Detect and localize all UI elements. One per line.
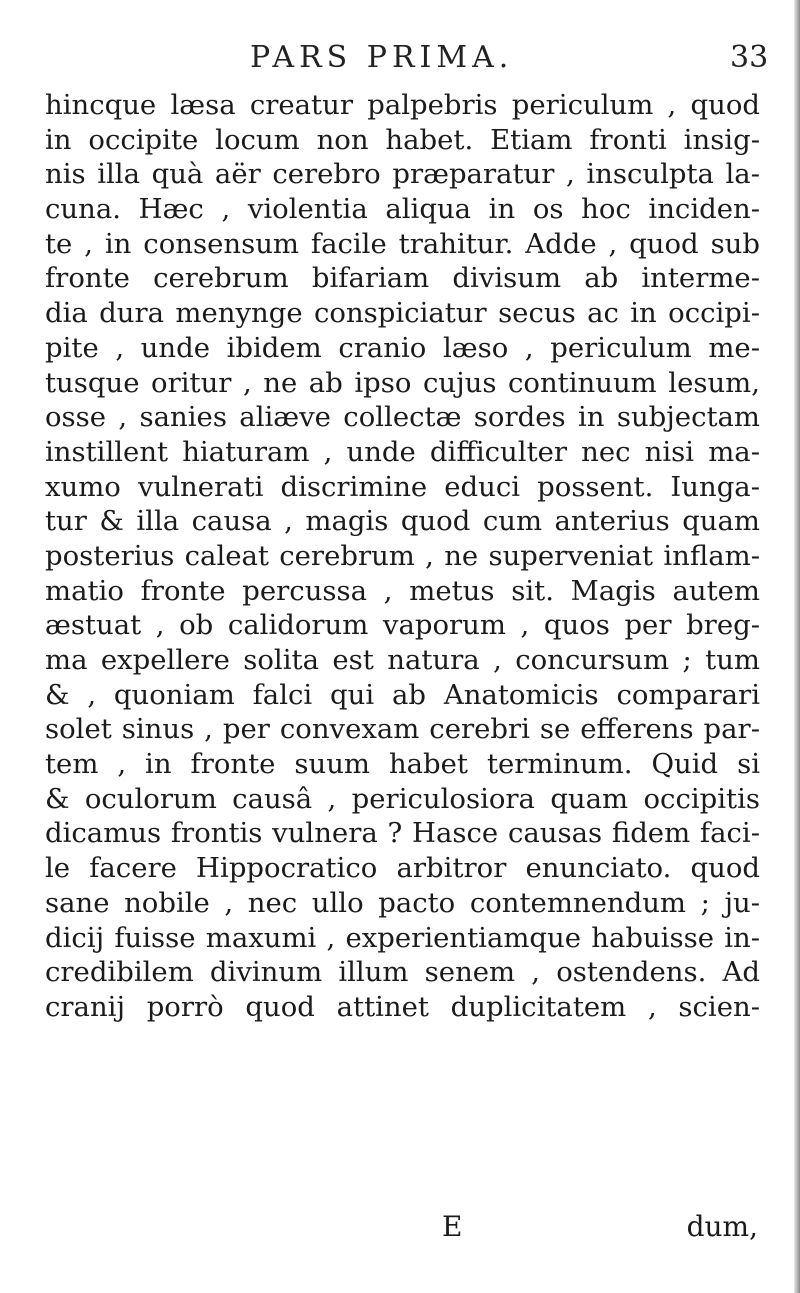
text-line: & oculorum causâ , periculosiora quam occipitis: [45, 782, 760, 815]
text-line: pite , unde ibidem cranio læso , periculum me-: [45, 331, 760, 364]
catchword: dum,: [686, 1210, 758, 1243]
signature-mark: E: [442, 1210, 463, 1243]
text-line: nis illa quà aër cerebro præparatur , insculpta la-: [45, 158, 760, 191]
text-line: solet sinus , per convexam cerebri se efferens par-: [45, 713, 760, 746]
text-line: & , quoniam falci qui ab Anatomicis comparari: [45, 678, 760, 711]
text-line: tem , in fronte suum habet terminum. Quid si: [45, 748, 760, 781]
body-text: [45, 88, 760, 1025]
page-footer: [0, 1210, 800, 1250]
text-line: osse , sanies aliæve collectæ sordes in subjectam: [45, 401, 760, 434]
text-line: le facere Hippocratico arbitror enunciato. quod: [45, 852, 760, 885]
text-line: cuna. Hæc , violentia aliqua in os hoc inciden-: [45, 193, 760, 226]
page-number: 33: [730, 40, 769, 75]
text-line: in occipite locum non habet. Etiam fronti insig-: [45, 123, 760, 156]
text-line: dicamus frontis vulnera ? Hasce causas fidem faci-: [45, 817, 760, 850]
text-line: hincque læsa creatur palpebris periculum , quod: [45, 89, 760, 121]
text-line: ma expellere solita est natura , concursum ; tum: [45, 644, 760, 676]
text-line: posterius caleat cerebrum , ne superveniat inflam-: [45, 539, 760, 572]
text-line: cranij porrò quod attinet duplicitatem , scien-: [45, 990, 760, 1023]
page-header: [0, 38, 800, 78]
text-line: tur & illa causa , magis quod cum anterius quam: [45, 505, 760, 538]
text-line: instillent hiaturam , unde difficulter nec nisi ma-: [45, 435, 760, 468]
text-line: sane nobile , nec ullo pacto contemnendum ; ju-: [45, 886, 760, 919]
text-line: dicij fuisse maxumi , experientiamque habuisse in-: [45, 921, 760, 954]
text-line: æstuat , ob calidorum vaporum , quos per breg-: [45, 609, 760, 642]
text-line: dia dura menynge conspiciatur secus ac in occipi-: [45, 297, 760, 330]
text-line: matio fronte percussa , metus sit. Magis autem: [45, 574, 760, 607]
text-line: xumo vulnerati discrimine educi possent. Iunga-: [45, 470, 760, 503]
text-line: fronte cerebrum bifariam divisum ab interme-: [45, 262, 760, 295]
running-head: PARS PRIMA.: [250, 40, 514, 75]
page-edge-shadow: [794, 0, 800, 1293]
text-line: tusque oritur , ne ab ipso cujus continuum lesum,: [45, 366, 760, 399]
text-line: credibilem divinum illum senem , ostendens. Ad: [45, 956, 760, 989]
text-line: te , in consensum facile trahitur. Adde , quod sub: [45, 227, 760, 260]
